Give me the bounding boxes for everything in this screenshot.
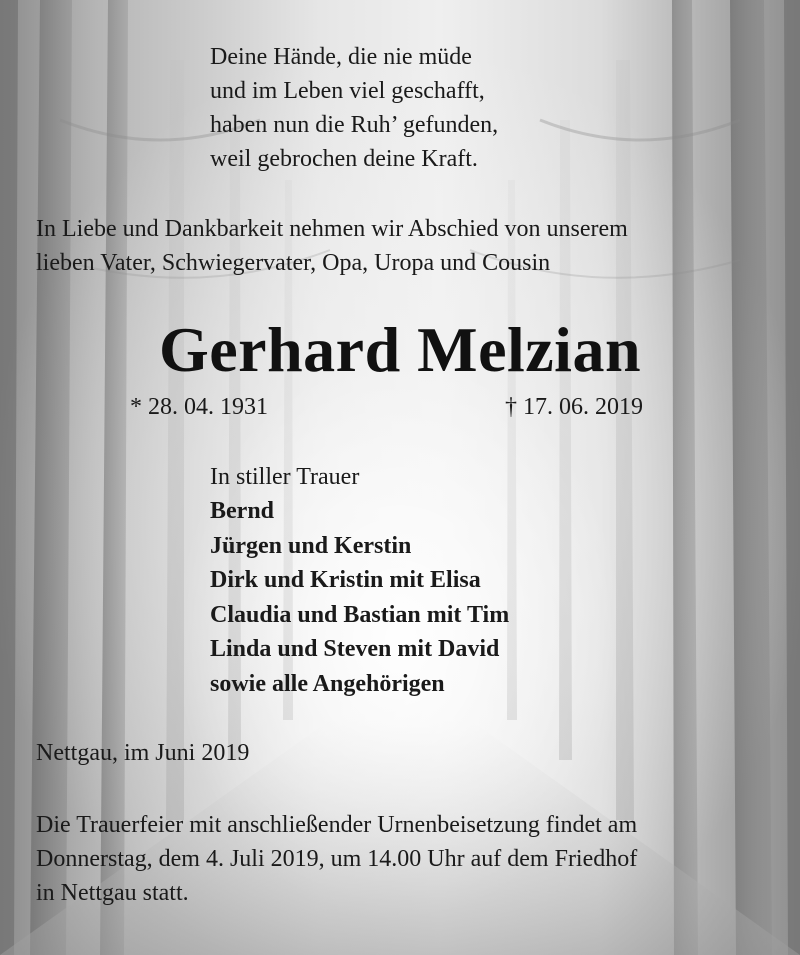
poem-line: weil gebrochen deine Kraft. xyxy=(210,146,478,172)
birth-date: * 28. 04. 1931 xyxy=(130,394,268,420)
funeral-line: Die Trauerfeier mit anschließender Urnenbeisetzung findet am xyxy=(36,812,638,838)
family-member: Dirk und Kristin mit Elisa xyxy=(210,567,481,593)
poem-verse xyxy=(210,40,498,176)
family-member: Linda und Steven mit David xyxy=(210,636,500,662)
family-member: Claudia und Bastian mit Tim xyxy=(210,601,510,628)
funeral-line: Donnerstag, dem 4. Juli 2019, um 14.00 Uhr auf dem Friedhof xyxy=(36,846,638,872)
deceased-name: Gerhard Melzian xyxy=(158,314,642,385)
family-member: Bernd xyxy=(210,498,275,524)
funeral-details xyxy=(36,808,637,910)
family-list xyxy=(210,494,509,701)
family-member: sowie alle Angehörigen xyxy=(210,670,445,697)
poem-line: und im Leben viel geschafft, xyxy=(210,78,485,104)
poem-line: haben nun die Ruh’ gefunden, xyxy=(210,112,499,138)
mourning-label: In stiller Trauer xyxy=(210,464,360,490)
death-date: † 17. 06. 2019 xyxy=(505,394,643,420)
funeral-line: in Nettgau statt. xyxy=(36,880,189,906)
intro-line: In Liebe und Dankbarkeit nehmen wir Abschied von unserem xyxy=(36,216,628,242)
farewell-intro xyxy=(36,212,628,280)
intro-line: lieben Vater, Schwiegervater, Opa, Uropa und Cousin xyxy=(36,250,551,276)
poem-line: Deine Hände, die nie müde xyxy=(210,44,472,70)
place-and-date: Nettgau, im Juni 2019 xyxy=(36,740,250,766)
family-member: Jürgen und Kerstin xyxy=(210,532,412,559)
